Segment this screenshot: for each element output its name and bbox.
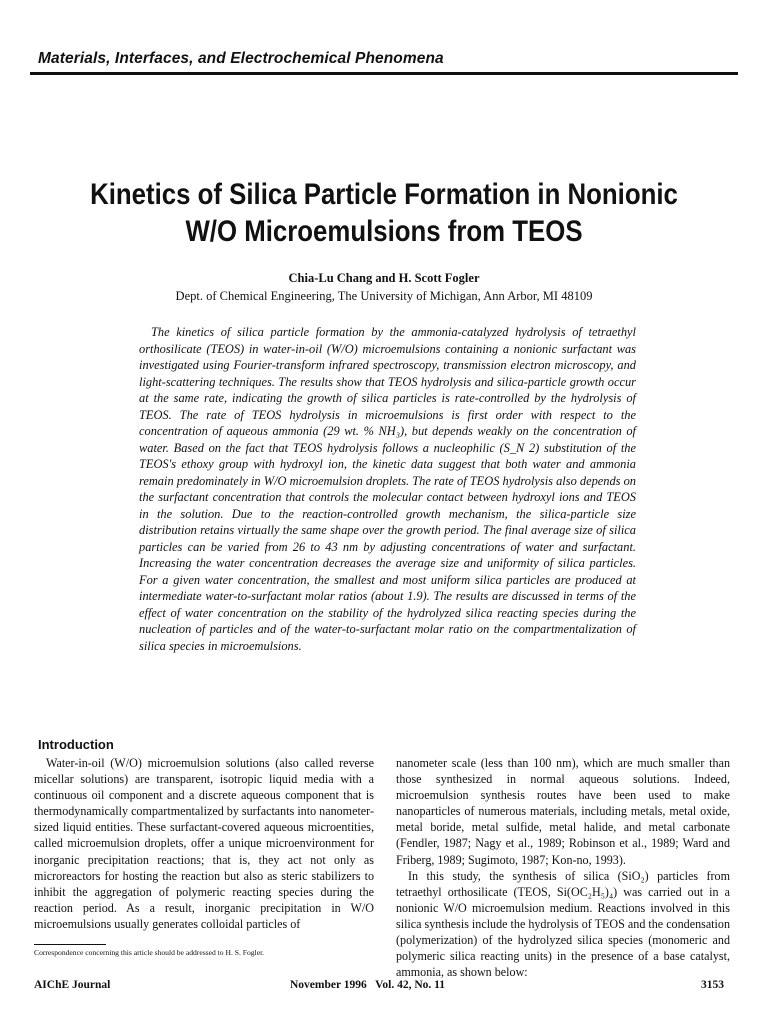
header-rule <box>30 72 738 75</box>
correspondence-footnote: Correspondence concerning this article should be addressed to H. S. Fogler. <box>34 948 265 957</box>
introduction-paragraph-continued: nanometer scale (less than 100 nm), which are much smaller than those synthesized in normal aqueous solutions. Indeed, microemulsion synthesis routes have been used to make nanoparticles of numerous materials, including metals, metal oxide, metal boride, metal sulfide, metal halide, and metal carbonate (Fendler, 1987; Nagy et al., 1989; Robinson et al., 1989; Ward and Friberg, 1989; Sugimoto, 1987; Kon-no, 1993). <box>396 756 730 867</box>
section-header: Materials, Interfaces, and Electrochemical Phenomena <box>38 50 444 67</box>
introduction-heading: Introduction <box>38 737 114 752</box>
footer-issue: November 1996 Vol. 42, No. 11 <box>290 979 446 991</box>
introduction-paragraph-2: In this study, the synthesis of silica (SiO₂) particles from tetraethyl orthosilicate (TEOS, Si(OC₂H₅)₄) was carried out in a nonionic W/O microemulsion medium. Reactions involved in this silica synthesis include the hydrolysis of TEOS and the condensation (polymerization) of the hydrolyzed silica species (monomeric and polymeric silica reacting units) in the presence of a base catalyst, ammonia, as shown below: <box>396 868 730 980</box>
article-title <box>71 176 697 250</box>
introduction-right-column <box>396 755 730 980</box>
abstract: The kinetics of silica particle formation by the ammonia-catalyzed hydrolysis of tetraethyl orthosilicate (TEOS) in water-in-oil (W/O) microemulsions containing a nonionic surfactant was investigated using Fourier-transform infrared spectroscopy, transmission electron microscopy, and light-scattering techniques. The results show that TEOS hydrolysis and silica-particle growth occur at the same rate, indicating the growth of silica particles is rate-controlled by the hydrolysis of TEOS. The rate of TEOS hydrolysis in microemulsions is first order with respect to the concentration of aqueous ammonia (29 wt. % NH₃), but depends weakly on the concentration of water. Based on the fact that TEOS hydrolysis follows a nucleophilic (S_N 2) substitution of the TEOS's ethoxy group with hydroxyl ion, the kinetic data suggest that both water and ammonia remain predominately in W/O microemulsion droplets. The rate of TEOS hydrolysis also depends on the surfactant concentration that controls the molecular contact between hydroxyl ions and TEOS in the solution. Due to the reaction-controlled growth mechanism, the silica-particle size distribution retains virtually the same shape over the growth period. The final average size of silica particles can be varied from 26 to 43 nm by adjusting concentrations of water and surfactant. Increasing the water concentration decreases the average size and uniformity of silica particles. For a given water concentration, the smallest and most uniform silica particles are produced at intermediate water-to-surfactant molar ratios (about 1.9). The results are discussed in terms of the effect of water concentration on the stability of the hydrolyzed silica reacting species during the nucleation of particles and of the water-to-surfactant molar ratio on the compartmentalization of silica species in microemulsions. <box>139 325 636 653</box>
footer-journal-name: AIChE Journal <box>34 979 111 991</box>
title-line-2: W/O Microemulsions from TEOS <box>185 215 583 248</box>
title-line-1: Kinetics of Silica Particle Formation in Nonionic <box>90 178 678 211</box>
footnote-rule <box>34 944 106 945</box>
affiliation: Dept. of Chemical Engineering, The University of Michigan, Ann Arbor, MI 48109 <box>175 289 593 303</box>
introduction-left-column: Water-in-oil (W/O) microemulsion solutions (also called reverse micellar solutions) are transparent, isotropic liquid media with a continuous oil component and a discrete aqueous component that is thermodynamically compartmentalized by surfactants into nanometer-sized liquid entities. These surfactant-covered aqueous microentities, called microemulsion droplets, offer a unique microenvironment for inorganic precipitation reactions; that is, they act not only as microreactors for hosting the reaction but also as steric stabilizers to inhibit the aggregation of polymeric reacting species during the reaction period. As a result, inorganic precipitation in W/O microemulsions usually generates colloidal particles of <box>34 756 374 931</box>
authors: Chia-Lu Chang and H. Scott Fogler <box>288 271 480 285</box>
footer-page-number: 3153 <box>701 979 724 991</box>
